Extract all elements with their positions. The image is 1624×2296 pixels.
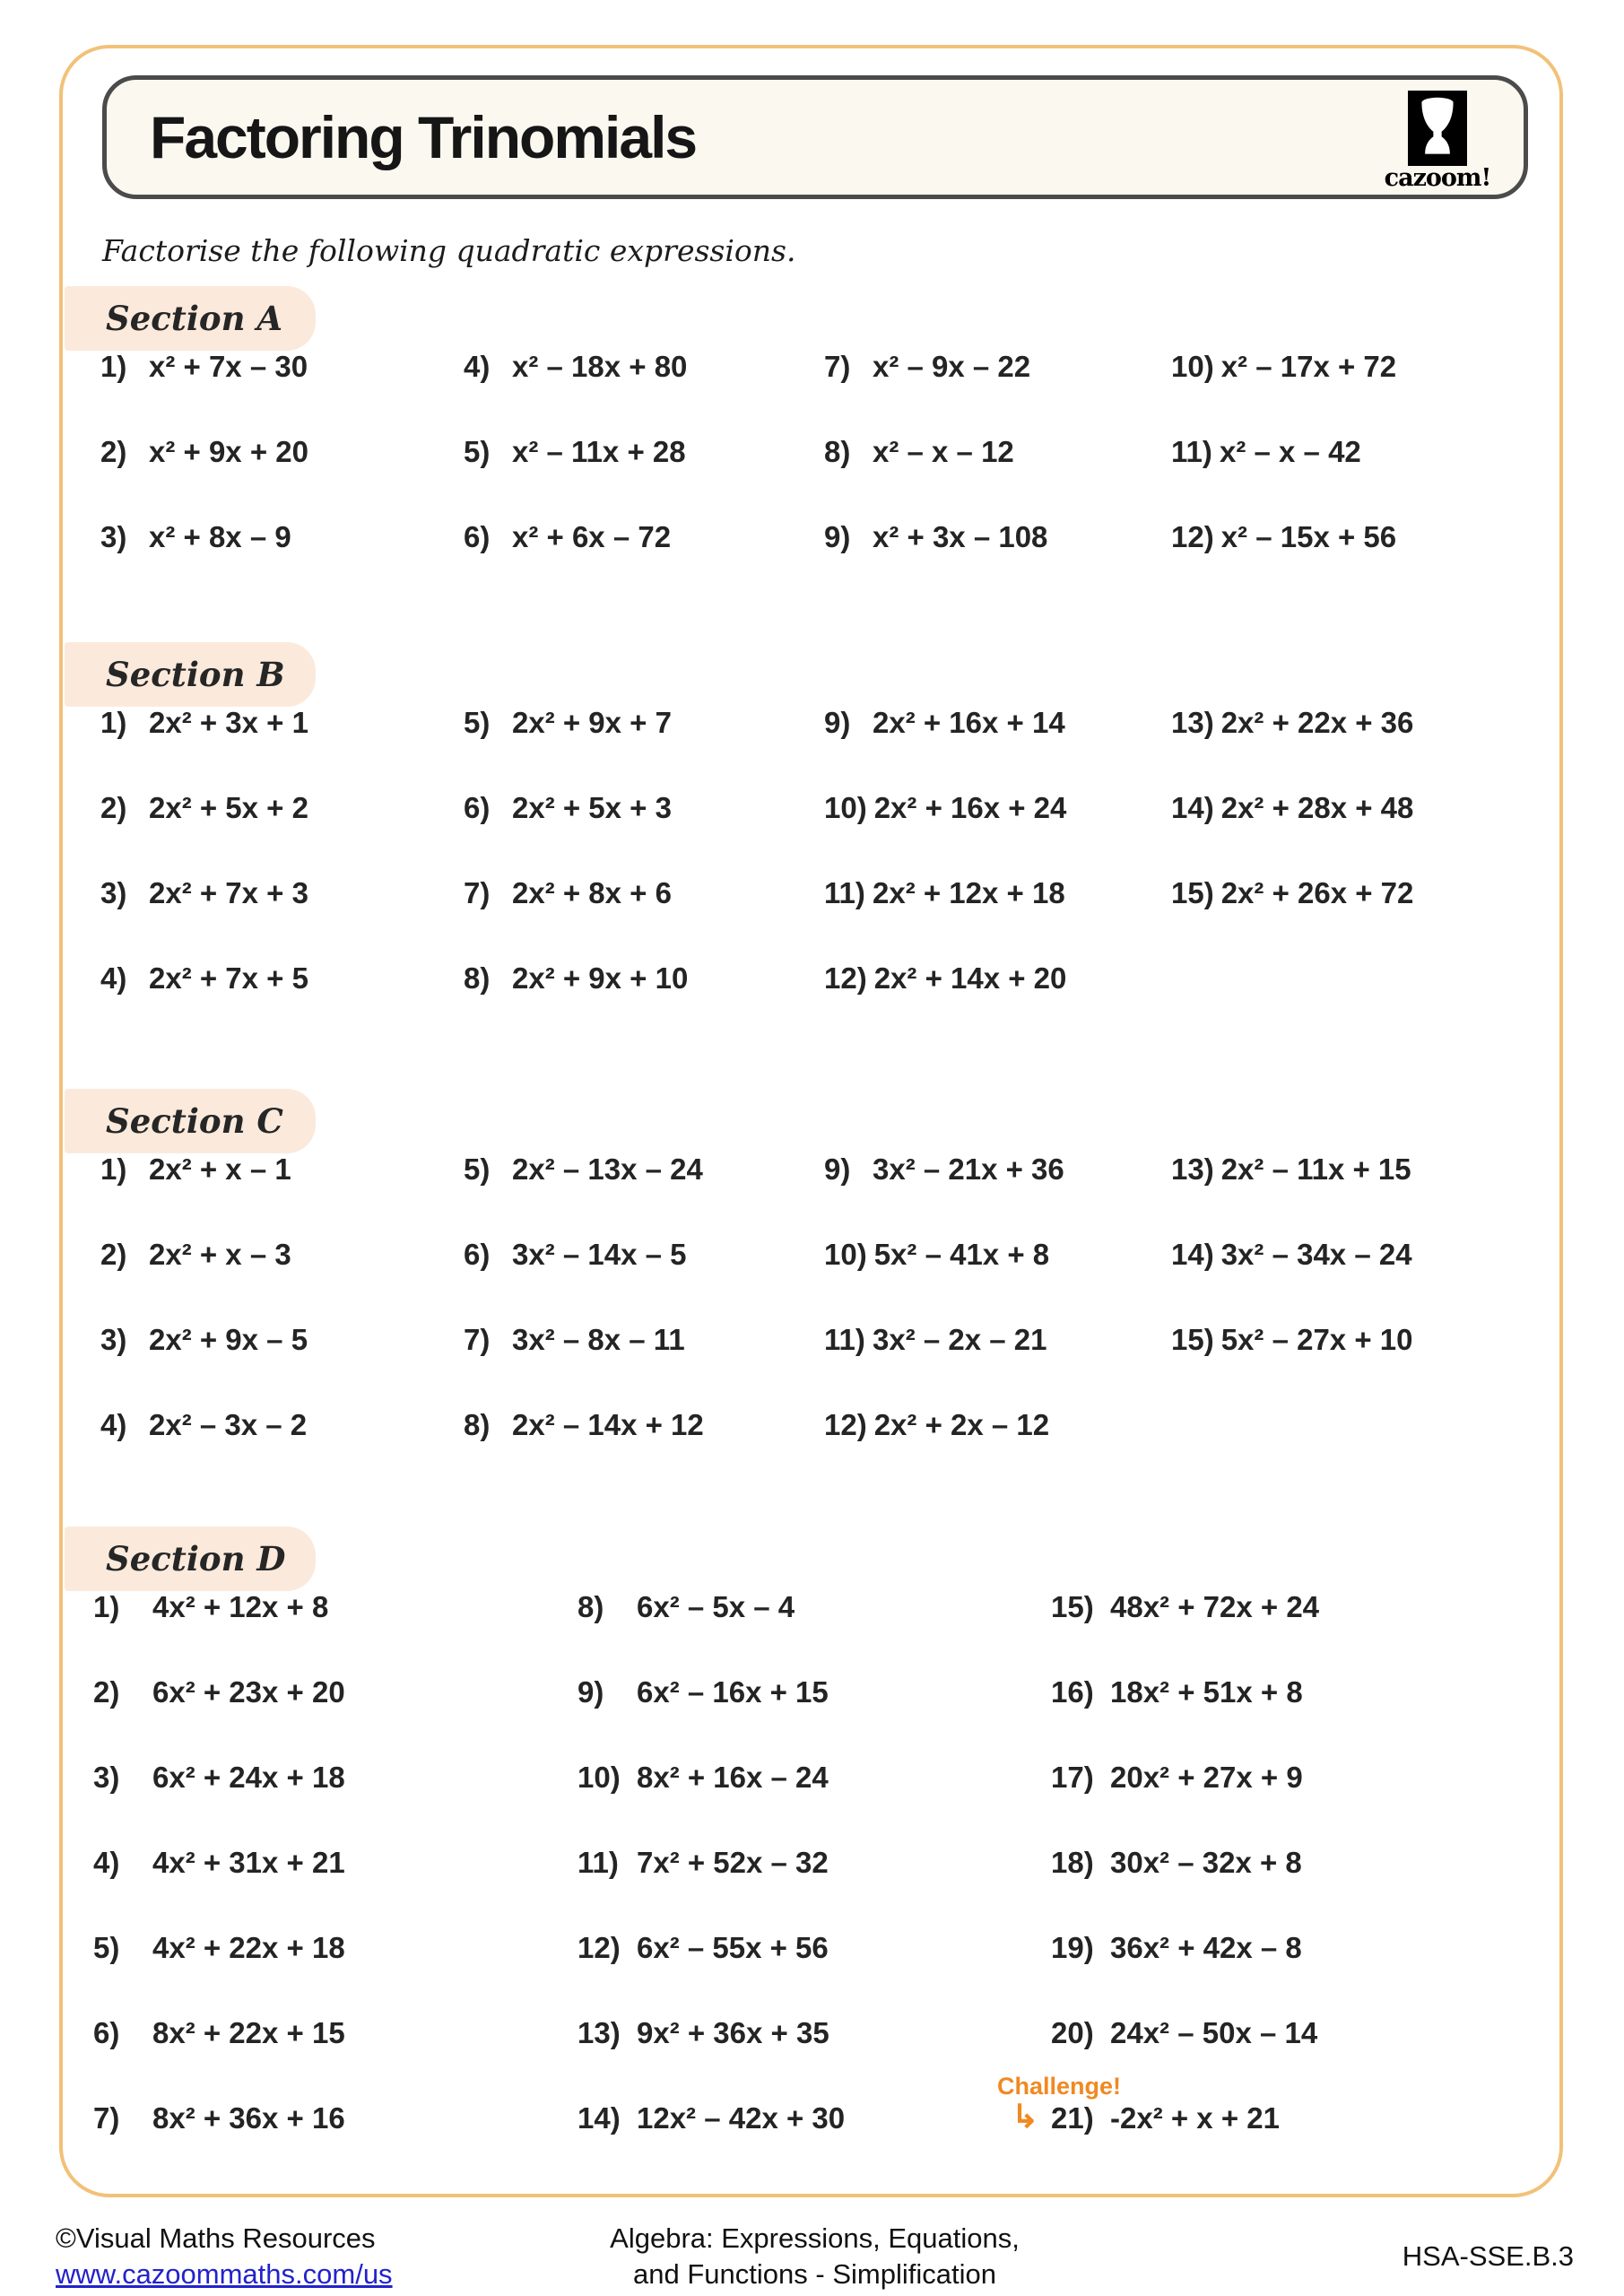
problem-number: 6): [93, 2016, 120, 2049]
problem-expression: x² + 9x + 20: [149, 435, 308, 468]
problem-number: 4): [100, 1408, 127, 1441]
problem-expression: x² – x – 12: [873, 435, 1014, 468]
problem-expression: 18x² + 51x + 8: [1110, 1675, 1303, 1709]
problem-number: 6): [464, 791, 491, 824]
problem-expression: 2x² + 9x – 5: [149, 1323, 308, 1356]
problem-number: 10): [578, 1761, 621, 1794]
problem-number: 5): [464, 435, 491, 468]
problem-expression: -2x² + x + 21: [1110, 2101, 1280, 2135]
problem-item: [100, 961, 468, 1046]
problem-item: [578, 2015, 945, 2100]
problem-number: 9): [824, 706, 851, 739]
title-box: [102, 75, 1528, 199]
problem-item: [824, 961, 1192, 1046]
problem-number: 1): [100, 1152, 127, 1186]
problem-item: [1051, 1845, 1419, 1930]
problem-expression: 2x² + 9x + 7: [512, 706, 672, 739]
problem-item: [1171, 705, 1539, 790]
section-heading: [65, 1089, 316, 1153]
section-column: [824, 705, 1192, 1046]
problem-expression: 2x² + 8x + 6: [512, 876, 672, 909]
problem-expression: 30x² – 32x + 8: [1110, 1846, 1302, 1879]
challenge-arrow-icon: ↳: [1012, 2098, 1039, 2135]
problem-number: 13): [578, 2016, 621, 2049]
problem-expression: 4x² + 31x + 21: [152, 1846, 345, 1879]
problem-expression: 2x² + 28x + 48: [1220, 791, 1414, 824]
problem-item: [100, 1407, 468, 1492]
problem-number: 9): [824, 1152, 851, 1186]
problem-expression: 2x² – 14x + 12: [512, 1408, 704, 1441]
problem-number: 4): [93, 1846, 120, 1879]
problem-number: 1): [100, 706, 127, 739]
problem-item: [93, 1674, 461, 1760]
problem-expression: 20x² + 27x + 9: [1110, 1761, 1303, 1794]
topic-line-2: and Functions - Simplification: [633, 2258, 996, 2290]
problem-expression: 6x² – 5x – 4: [637, 1590, 795, 1623]
problem-expression: x² – 9x – 22: [873, 350, 1031, 383]
problem-expression: 2x² + 5x + 2: [149, 791, 308, 824]
problem-item: [578, 2100, 945, 2186]
problem-item: [93, 1845, 461, 1930]
problem-number: 4): [100, 961, 127, 995]
website-link[interactable]: www.cazoommaths.com/us: [56, 2258, 393, 2290]
problem-item: [824, 705, 1192, 790]
problem-expression: 2x² + x – 1: [149, 1152, 291, 1186]
problem-item: [464, 1322, 831, 1407]
problem-item: [100, 434, 468, 519]
problem-expression: x² – 18x + 80: [512, 350, 688, 383]
problem-number: 7): [464, 876, 491, 909]
problem-expression: 5x² – 41x + 8: [873, 1238, 1050, 1271]
problem-item: [93, 1930, 461, 2015]
cazoom-logo: [1375, 91, 1500, 192]
problem-number: 2): [100, 791, 127, 824]
section-column: [824, 349, 1192, 604]
copyright-text: ©Visual Maths Resources: [56, 2222, 376, 2254]
problem-item: [464, 1407, 831, 1492]
problem-item: [464, 349, 831, 434]
problem-number: 18): [1051, 1846, 1094, 1879]
drum-icon: [1408, 91, 1467, 166]
instruction-text: Factorise the following quadratic expressions.: [102, 233, 796, 268]
problem-number: 13): [1171, 706, 1214, 739]
page-title: Factoring Trinomials: [150, 104, 697, 170]
section-column: [997, 1589, 1419, 2186]
problem-item: [1171, 519, 1539, 604]
problem-number: 3): [100, 520, 127, 553]
problem-expression: 2x² + 7x + 5: [149, 961, 308, 995]
problem-item: [824, 1237, 1192, 1322]
problem-expression: 2x² – 3x – 2: [149, 1408, 308, 1441]
problem-expression: 2x² + x – 3: [149, 1238, 291, 1271]
section-column: [464, 1152, 831, 1492]
problem-expression: 48x² + 72x + 24: [1110, 1590, 1320, 1623]
problem-expression: 2x² + 9x + 10: [512, 961, 689, 995]
problem-expression: x² – x – 42: [1220, 435, 1361, 468]
section-heading: [65, 1526, 316, 1591]
problem-expression: 3x² – 2x – 21: [873, 1323, 1047, 1356]
problem-number: 9): [824, 520, 851, 553]
section-label: Section A: [106, 299, 283, 338]
problem-number: 2): [100, 1238, 127, 1271]
problem-item: [464, 790, 831, 875]
problem-item: [100, 1322, 468, 1407]
problem-expression: 12x² – 42x + 30: [637, 2101, 846, 2135]
problem-number: 7): [93, 2101, 120, 2135]
problem-item: [93, 1760, 461, 1845]
topic-line-1: Algebra: Expressions, Equations,: [610, 2222, 1020, 2254]
problem-expression: 5x² – 27x + 10: [1220, 1323, 1413, 1356]
problem-number: 11): [824, 876, 865, 909]
problem-item: [100, 705, 468, 790]
problem-item: [824, 1407, 1192, 1492]
section-label: Section C: [106, 1101, 283, 1141]
problem-item: [100, 349, 468, 434]
section-column: [464, 705, 831, 1046]
section-column: [100, 1152, 468, 1492]
problem-number: 1): [100, 350, 127, 383]
problem-item: [1171, 790, 1539, 875]
section-column: [100, 705, 468, 1046]
problem-expression: 3x² – 21x + 36: [873, 1152, 1064, 1186]
problem-number: 19): [1051, 1931, 1094, 1964]
problem-item: [464, 961, 831, 1046]
problem-expression: 2x² + 3x + 1: [149, 706, 308, 739]
problem-expression: x² + 8x – 9: [149, 520, 291, 553]
problem-number: 12): [1171, 520, 1214, 553]
logo-text: cazoom!: [1384, 164, 1491, 192]
problem-expression: 6x² – 55x + 56: [637, 1931, 829, 1964]
problem-number: 10): [824, 791, 867, 824]
problem-item: [1171, 1152, 1539, 1237]
problem-expression: 2x² – 11x + 15: [1220, 1152, 1411, 1186]
problem-expression: 2x² + 7x + 3: [149, 876, 308, 909]
problem-number: 20): [1051, 2016, 1094, 2049]
problem-item: [824, 349, 1192, 434]
problem-number: 3): [100, 876, 127, 909]
problem-number: 9): [578, 1675, 604, 1709]
problem-expression: 2x² + 2x – 12: [873, 1408, 1050, 1441]
problem-expression: 3x² – 14x – 5: [512, 1238, 687, 1271]
problem-item: [1051, 1674, 1419, 1760]
problem-expression: 2x² + 26x + 72: [1220, 876, 1414, 909]
problem-expression: 3x² – 8x – 11: [512, 1323, 685, 1356]
problem-item: [824, 1152, 1192, 1237]
problem-item: [997, 2073, 1419, 2186]
problem-expression: x² – 11x + 28: [512, 435, 686, 468]
problem-item: [100, 790, 468, 875]
problem-number: 17): [1051, 1761, 1094, 1794]
problem-item: [464, 1152, 831, 1237]
problem-item: [578, 1930, 945, 2015]
problem-number: 3): [100, 1323, 127, 1356]
problem-number: 10): [1171, 350, 1214, 383]
problem-number: 13): [1171, 1152, 1214, 1186]
problem-item: [100, 519, 468, 604]
problem-item: [93, 1589, 461, 1674]
footer-topic: [610, 2221, 1020, 2292]
problem-number: 8): [578, 1590, 604, 1623]
problem-item: [578, 1760, 945, 1845]
problem-item: [100, 1152, 468, 1237]
problem-number: 14): [1171, 791, 1214, 824]
section-column: [1171, 705, 1539, 961]
problem-expression: 2x² + 12x + 18: [873, 876, 1065, 909]
problem-number: 15): [1171, 876, 1214, 909]
problem-item: [464, 705, 831, 790]
problem-item: [1171, 349, 1539, 434]
problem-number: 1): [93, 1590, 120, 1623]
problem-number: 8): [824, 435, 851, 468]
problem-item: [1171, 1237, 1539, 1322]
problem-item: [824, 434, 1192, 519]
problem-number: 5): [464, 1152, 491, 1186]
problem-number: 7): [824, 350, 851, 383]
problem-item: [1171, 434, 1539, 519]
problem-number: 2): [100, 435, 127, 468]
problem-item: [578, 1674, 945, 1760]
problem-number: 5): [93, 1931, 120, 1964]
problem-item: [1051, 1589, 1419, 1674]
problem-expression: 4x² + 12x + 8: [152, 1590, 329, 1623]
problem-expression: 8x² + 22x + 15: [152, 2016, 345, 2049]
section-column: [464, 349, 831, 604]
problem-expression: 36x² + 42x – 8: [1110, 1931, 1302, 1964]
problem-number: 8): [464, 1408, 491, 1441]
problem-number: 5): [464, 706, 491, 739]
problem-item: [824, 790, 1192, 875]
problem-expression: 2x² + 16x + 24: [873, 791, 1067, 824]
problem-item: [464, 1237, 831, 1322]
problem-number: 15): [1051, 1590, 1094, 1623]
problem-number: 14): [578, 2101, 621, 2135]
problem-number: 2): [93, 1675, 120, 1709]
problem-number: 12): [824, 1408, 867, 1441]
section-column: [100, 349, 468, 604]
problem-item: [100, 1237, 468, 1322]
challenge-label: Challenge!: [997, 2073, 1122, 2100]
worksheet-frame: [59, 45, 1563, 2197]
problem-number: 21): [1051, 2101, 1094, 2135]
problem-expression: 8x² + 16x – 24: [637, 1761, 829, 1794]
problem-number: 11): [1171, 435, 1212, 468]
problem-expression: 24x² – 50x – 14: [1110, 2016, 1318, 2049]
problem-number: 6): [464, 520, 491, 553]
problem-item: [1051, 1930, 1419, 2015]
problem-expression: x² + 7x – 30: [149, 350, 308, 383]
problem-item: [1051, 1760, 1419, 1845]
problem-expression: 6x² + 23x + 20: [152, 1675, 345, 1709]
section-column: [578, 1589, 945, 2186]
problem-expression: 8x² + 36x + 16: [152, 2101, 345, 2135]
section-column: [824, 1152, 1192, 1492]
section-column: [1171, 349, 1539, 604]
problem-number: 10): [824, 1238, 867, 1271]
problem-item: [464, 875, 831, 961]
section-column: [1171, 1152, 1539, 1407]
problem-number: 11): [824, 1323, 865, 1356]
problem-expression: 4x² + 22x + 18: [152, 1931, 345, 1964]
problem-item: [1171, 1322, 1539, 1407]
problem-item: [93, 2015, 461, 2100]
problem-expression: 2x² + 16x + 14: [873, 706, 1065, 739]
problem-expression: 7x² + 52x – 32: [637, 1846, 829, 1879]
standard-code: HSA-SSE.B.3: [1402, 2240, 1574, 2272]
problem-expression: x² – 17x + 72: [1220, 350, 1397, 383]
section-label: Section B: [106, 655, 285, 694]
section-label: Section D: [106, 1539, 286, 1578]
problem-item: [1171, 875, 1539, 961]
problem-expression: x² + 6x – 72: [512, 520, 672, 553]
problem-number: 15): [1171, 1323, 1214, 1356]
problem-item: [824, 1322, 1192, 1407]
problem-item: [578, 1845, 945, 1930]
problem-expression: 2x² + 5x + 3: [512, 791, 672, 824]
problem-item: [824, 519, 1192, 604]
footer: [56, 2221, 1574, 2292]
problem-number: 11): [578, 1846, 619, 1879]
problem-item: [824, 875, 1192, 961]
problem-expression: 3x² – 34x – 24: [1220, 1238, 1412, 1271]
problem-number: 14): [1171, 1238, 1214, 1271]
problem-expression: 2x² + 22x + 36: [1220, 706, 1414, 739]
problem-number: 6): [464, 1238, 491, 1271]
problem-number: 4): [464, 350, 491, 383]
problem-item: [578, 1589, 945, 1674]
problem-expression: 6x² – 16x + 15: [637, 1675, 829, 1709]
problem-number: 3): [93, 1761, 120, 1794]
problem-number: 12): [578, 1931, 621, 1964]
problem-number: 16): [1051, 1675, 1094, 1709]
problem-number: 7): [464, 1323, 491, 1356]
footer-left: [56, 2221, 393, 2292]
problem-item: [93, 2100, 461, 2186]
problem-expression: 2x² – 13x – 24: [512, 1152, 703, 1186]
problem-expression: 2x² + 14x + 20: [873, 961, 1067, 995]
problem-item: [464, 434, 831, 519]
section-column: [93, 1589, 461, 2186]
problem-number: 8): [464, 961, 491, 995]
problem-expression: 6x² + 24x + 18: [152, 1761, 345, 1794]
problem-expression: x² + 3x – 108: [873, 520, 1048, 553]
problem-item: [100, 875, 468, 961]
problem-expression: x² – 15x + 56: [1220, 520, 1397, 553]
section-heading: [65, 642, 316, 707]
section-heading: [65, 286, 316, 351]
problem-number: 12): [824, 961, 867, 995]
problem-item: [464, 519, 831, 604]
problem-expression: 9x² + 36x + 35: [637, 2016, 829, 2049]
